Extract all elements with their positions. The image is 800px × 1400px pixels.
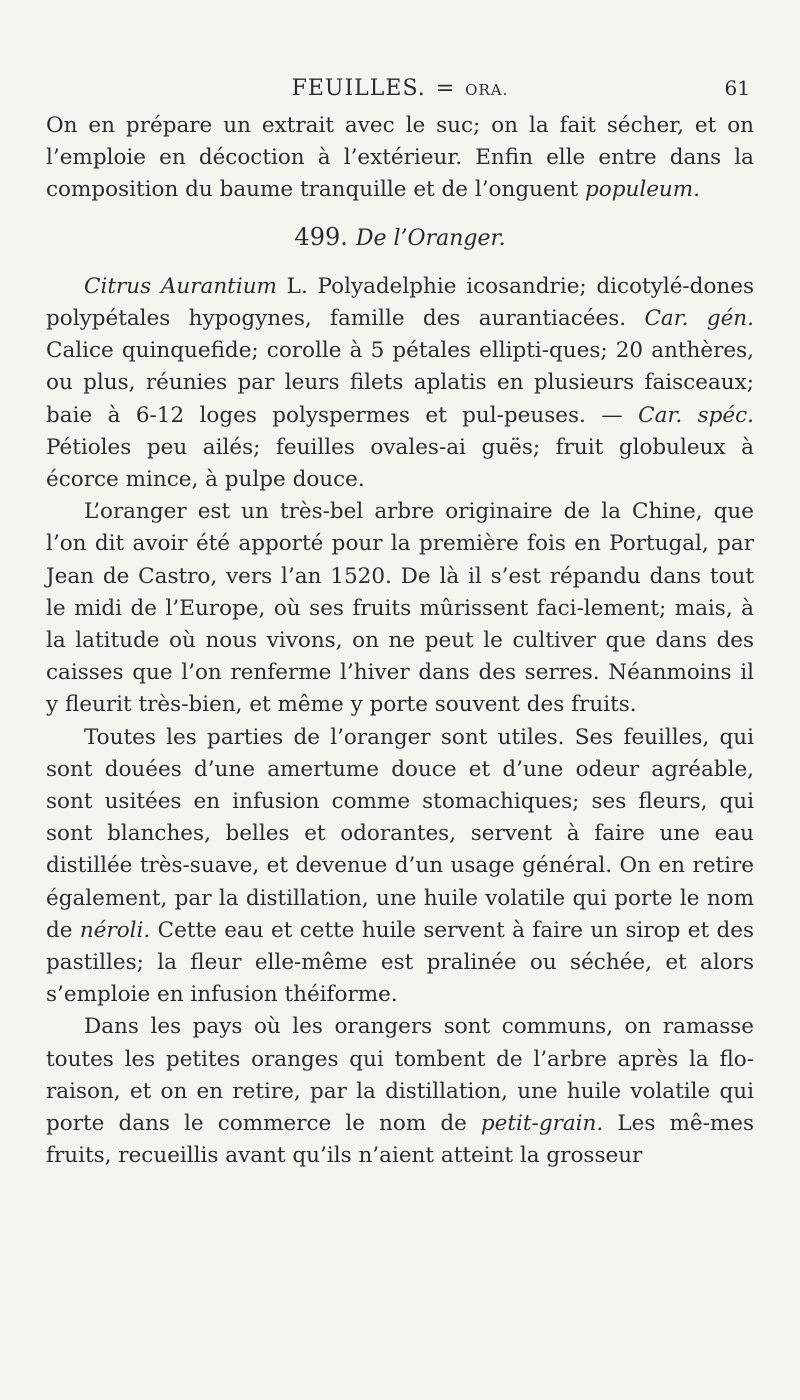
term-petit-grain: petit-grain. [480,1111,604,1137]
section-number: 499. [294,222,348,251]
paragraph-continuation: On en prépare un extrait avec le suc; on la fait sécher, et on l’emploie en décoction à l’extérieur. Enfin elle entre dans la composition du baume tranquille et de l’onguent populeum. [46,113,754,203]
running-separator: = [435,76,456,101]
running-subtitle: ORA. [465,81,509,99]
term-populeum: populeum. [585,177,701,203]
section-heading [46,221,754,255]
running-title: FEUILLES. [291,76,426,101]
label-car-gen: Car. gén. [644,306,754,332]
label-car-spec: Car. spéc. [638,402,754,428]
term-neroli: néroli. [79,917,151,943]
running-head [0,76,800,101]
page-body [46,110,754,1173]
species-name: Citrus Aurantium [84,273,277,299]
paragraph-uses: Toutes les parties de l’oranger sont utiles. Ses feuilles, qui sont douées d’une amertume douce et d’une odeur agréable, sont usitées en infusion comme stomachiques; ses fleurs, qui sont blanches, belles et odorantes, servent à faire une eau distillée très-suave, et devenue d’un usage général. On en retire également, par la distillation, une huile volatile qui porte le nom de néroli. Cette eau et cette huile servent à faire un sirop et des pastilles; la fleur elle-même est pralinée ou séchée, et alors s’emploie en infusion théiforme. [46,724,754,1008]
section-title: De l’Oranger. [355,225,506,251]
page-number: 61 [724,76,750,100]
paragraph-petit-grain: Dans les pays où les orangers sont communs, on ramasse toutes les petites oranges qui tombent de l’arbre après la flo-raison, et on en retire, par la distillation, une huile volatile qui porte dans le commerce le nom de petit-grain. Les mê-mes fruits, recueillis avant qu’ils n’aient atteint la grosseur [46,1014,754,1169]
paragraph-origin: L’oranger est un très-bel arbre originaire de la Chine, que l’on dit avoir été apporté pour la première fois en Portugal, par Jean de Castro, vers l’an 1520. De là il s’est répandu dans tout le midi de l’Europe, où ses fruits mûrissent faci-lement; mais, à la latitude où nous vivons, on ne peut le cultiver que dans des caisses que l’on renferme l’hiver dans des serres. Néanmoins il y fleurit très-bien, et même y porte souvent des fruits. [46,499,754,718]
paragraph-botanical: Citrus Aurantium L. Polyadelphie icosandrie; dicotylé-dones polypétales hypogynes, famille des aurantiacées. Car. gén. Calice quinquefide; corolle à 5 pétales ellipti-ques; 20 anthères, ou plus, réunies par leurs filets aplatis en plusieurs faisceaux; baie à 6-12 loges polyspermes et pul-peuses. — Car. spéc. Pétioles peu ailés; feuilles ovales-ai guës; fruit globuleux à écorce mince, à pulpe douce. [46,273,754,493]
